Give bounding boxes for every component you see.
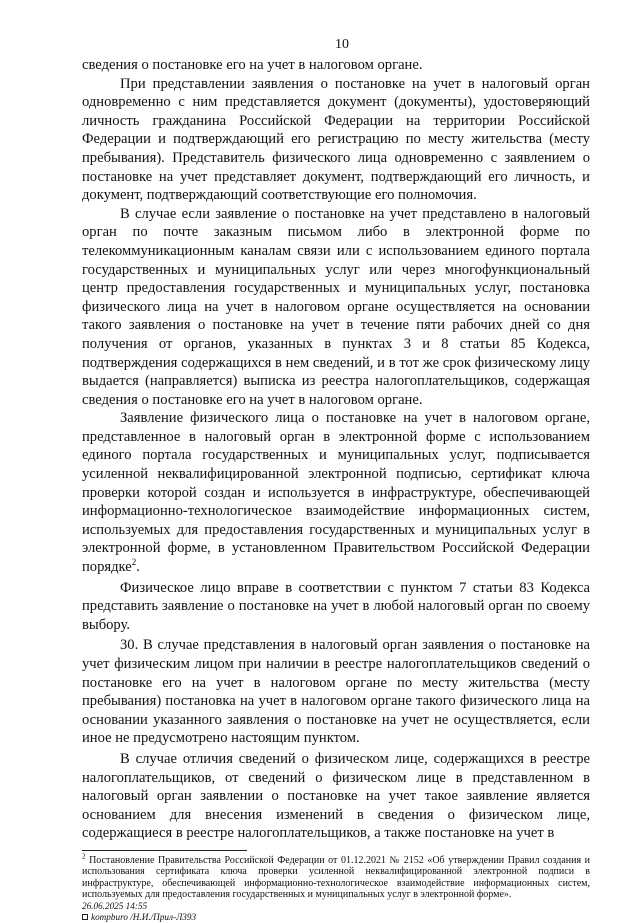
paragraph-text: Заявление физического лица о постановке на учет в налоговом органе, представленное в налоговый орган в электронной форме с использованием единого портала государственных и муниципальных услуг, подписывается усиленной неквалифицированной электронной подписью, сертификат ключа проверки которой создан и используется в инфраструктуре, обеспечивающей информационно-технологическое взаимодействие информационных систем, используемых для предоставления государственных и муниципальных услуг в электронной форме, в установленном Правительством Российской Федерации порядке [82,410,590,576]
footnote-number: 2 [82,852,86,861]
footnote-reference[interactable]: 2 [131,557,137,568]
footnote-divider [82,850,247,851]
footnote-text: Постановление Правительства Российской Федерации от 01.12.2021 № 2152 «Об утверждении Правил создания и использования сертификата ключа проверки усиленной неквалифицированной электронной подписи в инфраструктуре, обеспечивающей информационно-технологическое взаимодействие информационных систем, используемых для предоставления государственных и муниципальных услуг в электронной форме». [82,854,590,901]
body-text [82,56,590,843]
paragraph: Физическое лицо вправе в соответствии с пунктом 7 статьи 83 Кодекса представить заявление о постановке на учет в любой налоговый орган по своему выбору. [82,579,590,633]
page-number: 10 [335,37,349,52]
paragraph: В случае отличия сведений о физическом лице, содержащихся в реестре налогоплательщиков, от сведений о физическом лице в представленном в налоговый орган заявлении о постановке на учет такое заявление является основанием для внесения изменений в сведения о физическом лице, содержащиеся в реестре налогоплательщиков, а также постановке на учет в [82,750,590,842]
paragraph-with-footnote [82,409,590,576]
paragraph-end: . [136,559,140,576]
checkbox-icon [82,914,88,920]
document-reference-text: kompburo /Н.И./Прил-Л393 [91,911,197,922]
paragraph: При представлении заявления о постановке на учет в налоговый орган одновременно с ним представляется документ (документы), удостоверяющий личность гражданина Российской Федерации на территории Российской Федерации и подтверждающий его регистрацию по месту жительства (месту пребывания). Представитель физического лица одновременно с заявлением о постановке на учет представляет документ, подтверждающий его личность, и документ, подтверждающий соответствующие его полномочия. [82,75,590,204]
paragraph: сведения о постановке его на учет в налоговом органе. [82,57,423,73]
document-datetime: 26.06.2025 14:55 [82,900,148,911]
document-reference [82,912,590,923]
paragraph: 30. В случае представления в налоговый орган заявления о постановке на учет физическим лицом при наличии в реестре налогоплательщиков сведений о постановке его на учет в налоговом органе по месту жительства (месту пребывания) постановка на учет в налоговом органе такого физического лица на основании указанного заявления о постановке на учет не осуществляется, если иное не предусмотрено настоящим пунктом. [82,637,590,747]
footnote [82,852,590,901]
paragraph: В случае если заявление о постановке на учет представлено в налоговый орган по почте заказным письмом либо в электронной форме по телекоммуникационным каналам связи или с использованием единого портала государственных и муниципальных услуг или через многофункциональный центр предоставления государственных и муниципальных услуг, постановка физического лица на учет в налоговом органе осуществляется на основании такого заявления о постановке на учет в течение пяти рабочих дней со дня получения от органов, указанных в пунктах 3 и 8 статьи 85 Кодекса, подтверждения содержащихся в нем сведений, и в тот же срок физическому лицу выдается (направляется) выписка из реестра налогоплательщиков, содержащая сведения о постановке его на учет в налоговом органе. [82,205,590,408]
